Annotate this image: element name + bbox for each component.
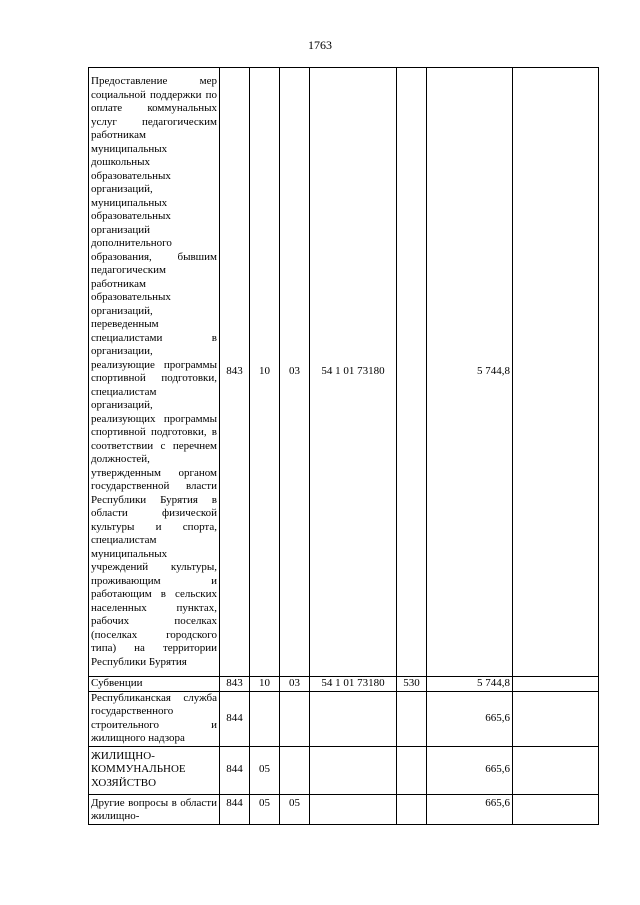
table-row [89, 691, 599, 746]
table-row [89, 746, 599, 794]
csr-cell: 54 1 01 73180 [310, 68, 397, 677]
budget-table [88, 67, 599, 825]
sum-cell: 5 744,8 [427, 677, 513, 692]
row-name-cell: ЖИЛИЩНО-КОММУНАЛЬНОЕ ХОЗЯЙСТВО [89, 746, 220, 794]
extra-cell [513, 746, 599, 794]
sum-cell: 665,6 [427, 746, 513, 794]
page-number: 1763 [308, 38, 332, 52]
extra-cell [513, 691, 599, 746]
csr-cell [310, 691, 397, 746]
ved-cell: 844 [220, 794, 250, 824]
csr-cell [310, 794, 397, 824]
pr-cell: 05 [280, 794, 310, 824]
vr-cell [397, 746, 427, 794]
sum-cell: 665,6 [427, 691, 513, 746]
vr-cell [397, 794, 427, 824]
ved-cell: 843 [220, 677, 250, 692]
pr-cell: 03 [280, 68, 310, 677]
ved-cell: 843 [220, 68, 250, 677]
vr-cell [397, 691, 427, 746]
pr-cell [280, 746, 310, 794]
row-name-cell: Другие вопросы в области жилищно- [89, 794, 220, 824]
csr-cell: 54 1 01 73180 [310, 677, 397, 692]
sum-cell: 5 744,8 [427, 68, 513, 677]
extra-cell [513, 677, 599, 692]
pr-cell [280, 691, 310, 746]
vr-cell: 530 [397, 677, 427, 692]
pr-cell: 03 [280, 677, 310, 692]
rz-cell: 10 [250, 677, 280, 692]
extra-cell [513, 68, 599, 677]
row-name-cell: Субвенции [89, 677, 220, 692]
row-name-cell: Предоставление мер социальной поддержки по оплате коммунальных услуг педагогическим работникам муниципальных дошкольных образовательных организаций, муниципальных образовательных организаций дополнительного образования, бывшим педагогическим работникам образовательных организаций, переведенным специалистами в организации, реализующие программы спортивной подготовки, специалистам организаций, реализующих программы спортивной подготовки, в соответствии с перечнем должностей, утвержденным органом государственной власти Республики Бурятия в области физической культуры и спорта, специалистам муниципальных учреждений культуры, проживающим и работающим в сельских населенных пунктах, рабочих поселках (поселках городского типа) на территории Республики Бурятия [89, 68, 220, 677]
table-row [89, 794, 599, 824]
rz-cell [250, 691, 280, 746]
ved-cell: 844 [220, 746, 250, 794]
rz-cell: 10 [250, 68, 280, 677]
rz-cell: 05 [250, 794, 280, 824]
table-row [89, 677, 599, 692]
extra-cell [513, 794, 599, 824]
csr-cell [310, 746, 397, 794]
row-name-cell: Республиканская служба государственного строительного и жилищного надзора [89, 691, 220, 746]
table-row [89, 68, 599, 677]
ved-cell: 844 [220, 691, 250, 746]
vr-cell [397, 68, 427, 677]
sum-cell: 665,6 [427, 794, 513, 824]
rz-cell: 05 [250, 746, 280, 794]
